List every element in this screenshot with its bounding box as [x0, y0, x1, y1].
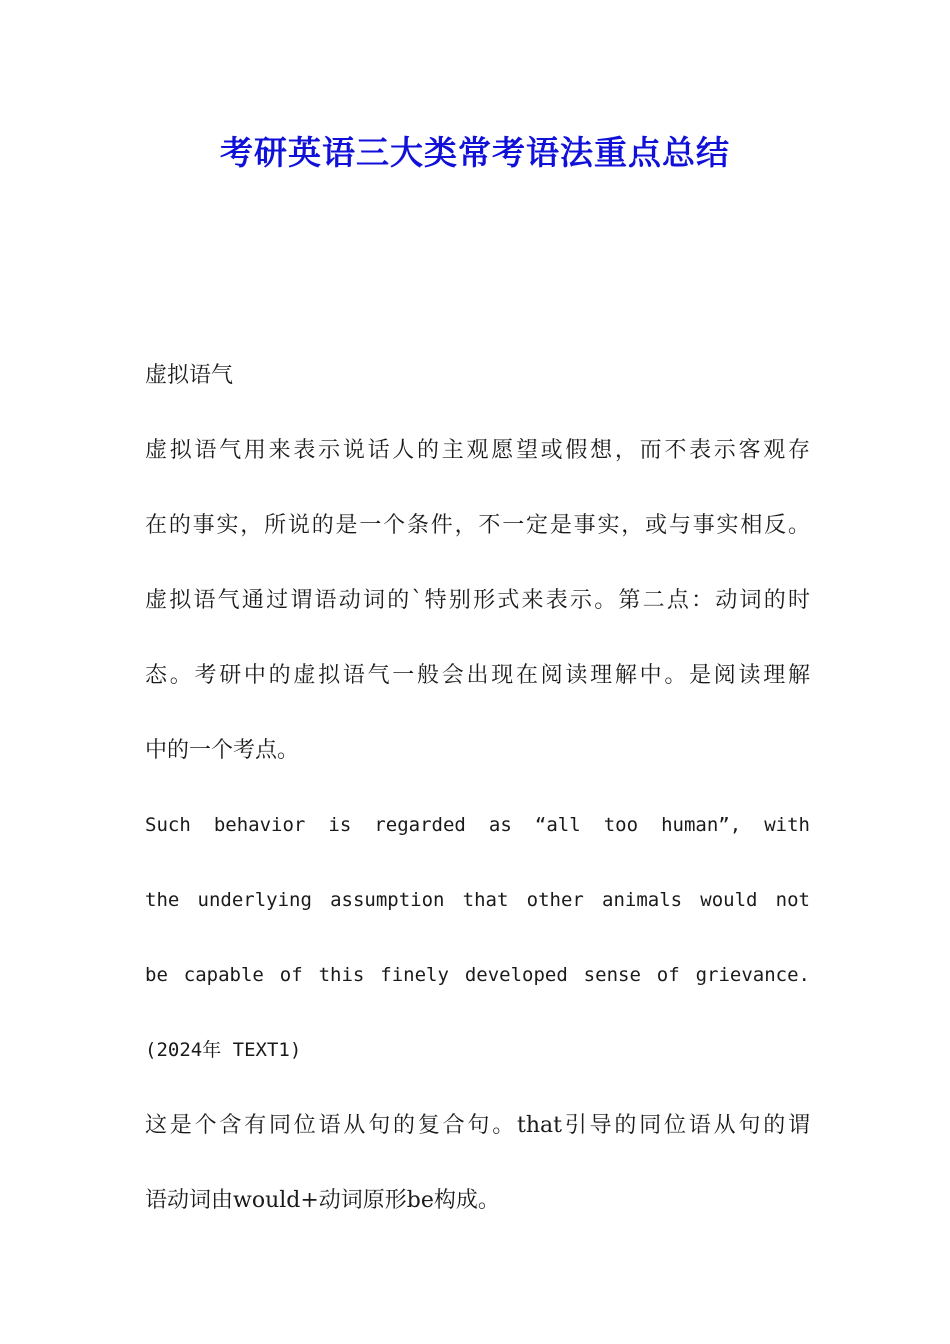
section-heading: 虚拟语气 [145, 363, 234, 388]
example-sentence-line: be capable of this finely developed sense of grievance. [145, 964, 810, 986]
paragraph-line: 虚拟语气通过谓语动词的`特别形式来表示。第二点：动词的时 [145, 588, 810, 613]
document-title: 考研英语三大类常考语法重点总结 [220, 133, 730, 172]
example-sentence-line: Such behavior is regarded as “all too human”, with [145, 814, 810, 836]
example-sentence-line: the underlying assumption that other animals would not [145, 889, 810, 911]
paragraph-line: 这是个含有同位语从句的复合句。that引导的同位语从句的谓 [145, 1113, 810, 1138]
paragraph-line: 中的一个考点。 [145, 738, 300, 763]
example-source: (2024年 TEXT1) [145, 1039, 302, 1061]
paragraph-line: 语动词由would+动词原形be构成。 [145, 1188, 500, 1213]
paragraph-line: 在的事实，所说的是一个条件，不一定是事实，或与事实相反。 [145, 513, 810, 538]
paragraph-line: 态。考研中的虚拟语气一般会出现在阅读理解中。是阅读理解 [145, 663, 810, 688]
paragraph-line: 虚拟语气用来表示说话人的主观愿望或假想，而不表示客观存 [145, 438, 810, 463]
document-body [145, 338, 810, 1238]
